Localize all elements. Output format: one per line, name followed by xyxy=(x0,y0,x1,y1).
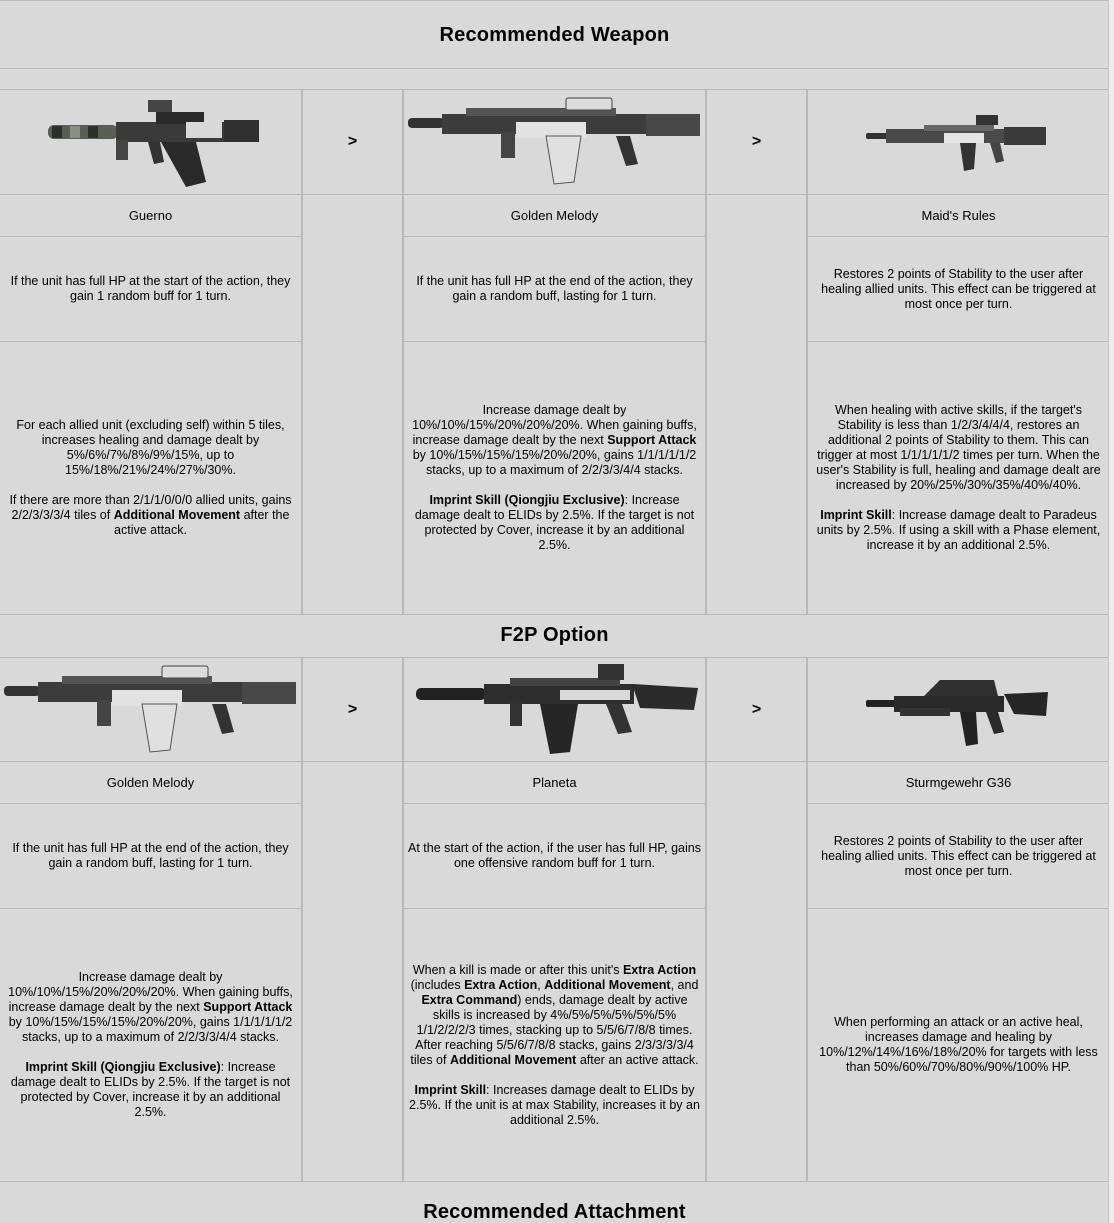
weapon-skill xyxy=(403,909,706,1182)
weapon-name: Maid's Rules xyxy=(807,195,1109,237)
divider xyxy=(0,68,1109,69)
weapon-effect xyxy=(807,237,1109,342)
keyword-bold: Additional Movement xyxy=(449,1052,577,1067)
planeta-rifle-icon xyxy=(410,660,700,760)
section-title-attachment: Recommended Attachment xyxy=(423,1201,686,1223)
weapon-effect-text: Restores 2 points of Stability to the user after healing allied units. This effect can be triggered at most once per turn. xyxy=(821,266,1096,311)
weapon-image-g36 xyxy=(807,657,1109,762)
weapon-skill xyxy=(807,909,1109,1182)
weapon-effect xyxy=(403,237,706,342)
weapon-effect xyxy=(0,237,302,342)
empty-column xyxy=(302,195,403,615)
skill-paragraph: When a kill is made or after this unit's Extra Action (includes Extra Action, Additional Movement, and Extra Command) ends, damage dealt by active skills is increased by 4%/5%/5%/5%/5%/5% 1/1/2/2/2/3 times, stacking up to 5/5/6/7/8/8 times. After reaching 5/5/6/7/8/8 stacks, gains 2/3/3/3/3/4 tiles of Additional Movement after an active attack. xyxy=(410,962,699,1067)
weapon-name: Golden Melody xyxy=(403,195,706,237)
keyword-bold: Extra Action xyxy=(622,962,697,977)
keyword-bold: Imprint Skill xyxy=(414,1082,487,1097)
skill-paragraph: Increase damage dealt by 10%/10%/15%/20%/20%/20%. When gaining buffs, increase damage dealt by the next Support Attack by 10%/15%/15%/15%/20%/20%, gains 1/1/1/1/1/2 stacks, up to a maximum of 2/2/3/3/4/4 stacks. xyxy=(8,970,293,1044)
maids-rules-rifle-icon xyxy=(864,107,1054,177)
separator-arrow: > xyxy=(302,90,403,195)
skill-paragraph: When performing an attack or an active heal, increases damage and healing by 10%/12%/14%/16%/18%/20% for targets with less than 50%/60%/70%/80%/90%/100% HP. xyxy=(819,1015,1098,1074)
weapon-image-golden-melody xyxy=(403,90,706,195)
empty-column xyxy=(302,762,403,1182)
skill-paragraph: For each allied unit (excluding self) within 5 tiles, increases healing and damage dealt by 5%/6%/7%/8%/9%/15%, up to 15%/18%/21%/24%/27%/30%. xyxy=(16,418,285,477)
keyword-bold: Additional Movement xyxy=(113,508,241,522)
section-title-recommended: Recommended Weapon xyxy=(439,24,670,46)
keyword-bold: Imprint Skill (Qiongjiu Exclusive) xyxy=(25,1060,221,1074)
golden-melody-rifle-icon xyxy=(2,660,300,760)
weapon-skill xyxy=(0,909,302,1182)
keyword-bold: Imprint Skill xyxy=(820,508,892,522)
weapon-effect-text: If the unit has full HP at the start of the action, they gain 1 random buff for 1 turn. xyxy=(10,274,291,303)
skill-paragraph: When healing with active skills, if the target's Stability is less than 1/2/3/4/4/4, restores an additional 2 points of Stability to them. This can trigger at most 1/1/1/1/1/2 times per turn. When the user's Stability is full, healing and damage dealt are increased by 20%/25%/30%/35%/40%/40%. xyxy=(816,403,1101,492)
guerno-rifle-icon xyxy=(36,92,266,192)
weapon-effect-text: If the unit has full HP at the end of the action, they gain a random buff, lasting for 1 turn. xyxy=(416,274,693,303)
weapon-name: Planeta xyxy=(403,762,706,804)
weapon-effect-text: At the start of the action, if the user has full HP, gains one offensive random buff for 1 turn. xyxy=(408,841,701,870)
separator-arrow: > xyxy=(706,657,807,762)
separator-arrow: > xyxy=(302,657,403,762)
weapon-image-planeta xyxy=(403,657,706,762)
keyword-bold: Extra Command xyxy=(421,992,518,1007)
skill-paragraph: Increase damage dealt by 10%/10%/15%/20%/20%/20%. When gaining buffs, increase damage dealt by the next Support Attack by 10%/15%/15%/15%/20%/20%, gains 1/1/1/1/1/2 stacks, up to a maximum of 2/2/3/3/4/4 stacks. xyxy=(412,403,697,477)
weapon-image-maids-rules xyxy=(807,90,1109,195)
weapon-skill xyxy=(807,342,1109,615)
empty-column xyxy=(706,195,807,615)
separator-arrow: > xyxy=(706,90,807,195)
keyword-bold: Imprint Skill (Qiongjiu Exclusive) xyxy=(429,493,625,507)
skill-paragraph: If there are more than 2/1/1/0/0/0 allied units, gains 2/2/3/3/3/4 tiles of Additional Movement after the active attack. xyxy=(9,493,292,537)
weapon-skill xyxy=(0,342,302,615)
skill-paragraph: Imprint Skill (Qiongjiu Exclusive): Increase damage dealt to ELIDs by 2.5%. If the target is not protected by Cover, increase it by an additional 2.5%. xyxy=(414,493,695,552)
weapon-effect xyxy=(403,804,706,909)
section-title-f2p: F2P Option xyxy=(500,624,609,646)
weapon-effect xyxy=(0,804,302,909)
skill-paragraph: Imprint Skill (Qiongjiu Exclusive): Increase damage dealt to ELIDs by 2.5%. If the target is not protected by Cover, increase it by an additional 2.5%. xyxy=(10,1060,291,1119)
vertical-scrollbar[interactable] xyxy=(1108,0,1114,1223)
weapon-effect-text: If the unit has full HP at the end of the action, they gain a random buff, lasting for 1 turn. xyxy=(12,841,289,870)
keyword-bold: Extra Action xyxy=(464,977,538,992)
skill-paragraph: Imprint Skill: Increases damage dealt to ELIDs by 2.5%. If the unit is at max Stability, increases it by an additional 2.5%. xyxy=(409,1082,700,1127)
weapon-name: Sturmgewehr G36 xyxy=(807,762,1109,804)
weapon-skill xyxy=(403,342,706,615)
weapon-effect-text: Restores 2 points of Stability to the user after healing allied units. This effect can be triggered at most once per turn. xyxy=(821,833,1096,878)
weapon-name: Golden Melody xyxy=(0,762,302,804)
skill-paragraph: Imprint Skill: Increase damage dealt to Paradeus units by 2.5%. If using a skill with a Phase element, increase it by an additional 2.5%. xyxy=(816,508,1101,552)
keyword-bold: Support Attack xyxy=(203,1000,293,1014)
top-divider xyxy=(0,0,1109,1)
empty-column xyxy=(706,762,807,1182)
weapon-image-golden-melody xyxy=(0,657,302,762)
keyword-bold: Support Attack xyxy=(607,433,697,447)
weapon-effect xyxy=(807,804,1109,909)
g36-rifle-icon xyxy=(864,670,1054,750)
weapon-name: Guerno xyxy=(0,195,302,237)
weapon-image-guerno xyxy=(0,90,302,195)
golden-melody-rifle-icon xyxy=(406,92,704,192)
keyword-bold: Additional Movement xyxy=(544,977,671,992)
